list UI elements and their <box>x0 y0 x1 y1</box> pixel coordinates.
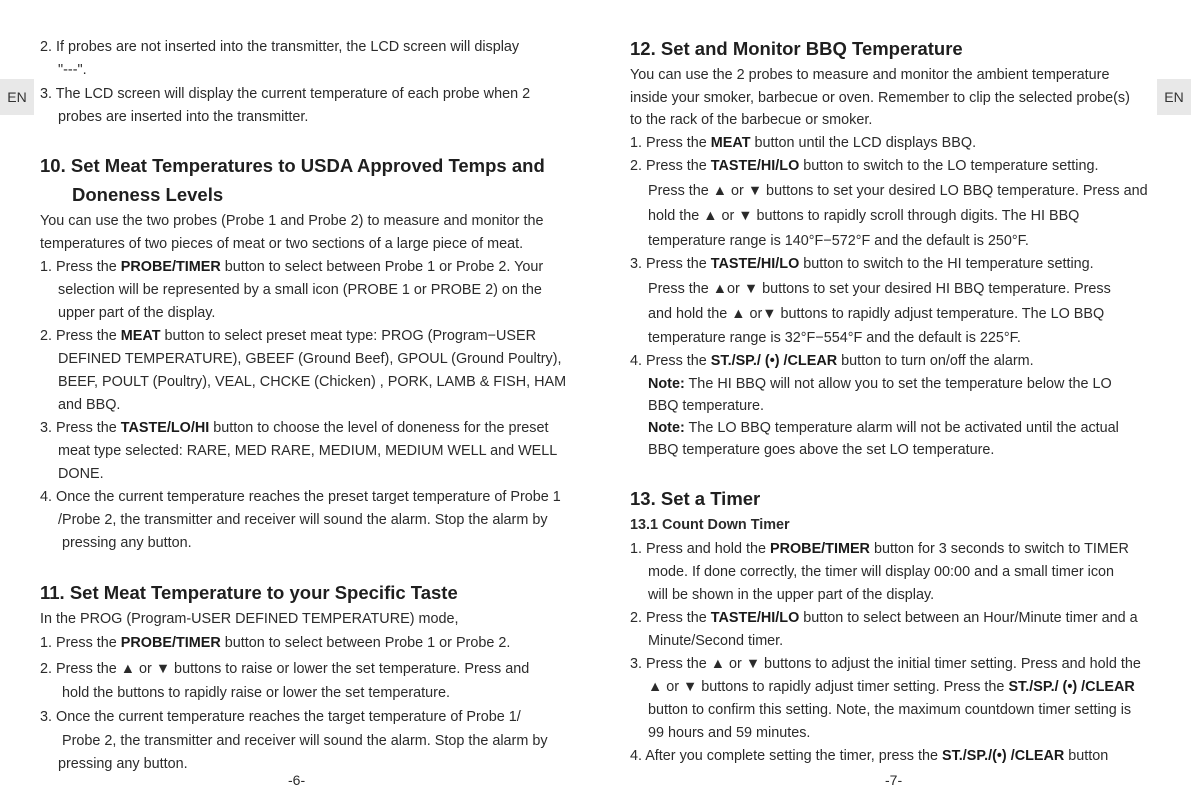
section-12-item-2: 2. Press the TASTE/HI/LO button to switch to the LO temperature setting. <box>630 158 1099 174</box>
language-tab-en: EN <box>0 79 34 115</box>
note-hi-bbq-cont: BBQ temperature. <box>648 398 764 414</box>
page-number: -7- <box>885 772 903 788</box>
section-12-title: 12. Set and Monitor BBQ Temperature <box>630 38 963 59</box>
section-11-item-2-cont: hold the buttons to rapidly raise or lower the set temperature. <box>62 685 450 701</box>
probe-note-2-cont: "---". <box>58 62 87 78</box>
section-12-item-3-cont: Press the ▲or ▼ buttons to set your desired HI BBQ temperature. Press <box>648 281 1111 297</box>
section-11-item-3-cont: Probe 2, the transmitter and receiver will sound the alarm. Stop the alarm by <box>62 733 548 749</box>
section-12-item-2-cont: Press the ▲ or ▼ buttons to set your desired LO BBQ temperature. Press and <box>648 183 1148 199</box>
section-10-item-2-cont: BEEF, POULT (Poultry), VEAL, CHCKE (Chicken) , PORK, LAMB & FISH, HAM <box>58 374 567 390</box>
section-13-title: 13. Set a Timer <box>630 488 761 509</box>
section-10-intro-2: temperatures of two pieces of meat or two sections of a large piece of meat. <box>40 236 524 252</box>
section-10-item-4-cont: /Probe 2, the transmitter and receiver will sound the alarm. Stop the alarm by <box>58 512 548 528</box>
probe-note-3: 3. The LCD screen will display the current temperature of each probe when 2 <box>40 86 531 102</box>
section-11-item-3: 3. Once the current temperature reaches the target temperature of Probe 1/ <box>40 709 521 725</box>
section-10-item-4-cont: pressing any button. <box>62 535 192 551</box>
section-12-intro-3: to the rack of the barbecue or smoker. <box>630 112 873 128</box>
section-10-item-3: 3. Press the TASTE/LO/HI button to choose the level of doneness for the preset <box>40 420 549 436</box>
note-hi-bbq: Note: The HI BBQ will not allow you to set the temperature below the LO <box>648 376 1112 392</box>
section-10-item-1: 1. Press the PROBE/TIMER button to select between Probe 1 or Probe 2. Your <box>40 259 544 275</box>
section-12-item-3: 3. Press the TASTE/HI/LO button to switch to the HI temperature setting. <box>630 256 1094 272</box>
section-10-intro-1: You can use the two probes (Probe 1 and Probe 2) to measure and monitor the <box>40 213 544 229</box>
section-13-item-1-cont: mode. If done correctly, the timer will display 00:00 and a small timer icon <box>648 564 1115 580</box>
section-11-item-2: 2. Press the ▲ or ▼ buttons to raise or lower the set temperature. Press and <box>40 661 530 677</box>
section-13-item-2: 2. Press the TASTE/HI/LO button to select between an Hour/Minute timer and a <box>630 610 1138 626</box>
section-10-item-3-cont: meat type selected: RARE, MED RARE, MEDIUM, MEDIUM WELL and WELL <box>58 443 558 459</box>
section-13-item-1: 1. Press and hold the PROBE/TIMER button for 3 seconds to switch to TIMER <box>630 541 1129 557</box>
section-12-item-3-cont: and hold the ▲ or▼ buttons to rapidly adjust temperature. The LO BBQ <box>648 306 1105 322</box>
section-10-item-1-cont: upper part of the display. <box>58 305 216 321</box>
section-13-item-3: 3. Press the ▲ or ▼ buttons to adjust the initial timer setting. Press and hold the <box>630 656 1141 672</box>
section-13-item-3-cont: ▲ or ▼ buttons to rapidly adjust timer setting. Press the ST./SP./ (•) /CLEAR <box>648 679 1135 695</box>
section-12-item-2-cont: hold the ▲ or ▼ buttons to rapidly scroll through digits. The HI BBQ <box>648 208 1080 224</box>
section-13-item-3-cont: 99 hours and 59 minutes. <box>648 725 811 741</box>
section-12-item-4: 4. Press the ST./SP./ (•) /CLEAR button to turn on/off the alarm. <box>630 353 1034 369</box>
section-10-item-4: 4. Once the current temperature reaches the preset target temperature of Probe 1 <box>40 489 561 505</box>
section-11-item-3-cont: pressing any button. <box>58 756 188 772</box>
page-7 <box>596 0 1191 811</box>
section-10-item-3-cont: DONE. <box>58 466 104 482</box>
section-12-intro-2: inside your smoker, barbecue or oven. Remember to clip the selected probe(s) <box>630 90 1130 106</box>
section-10-item-2-cont: and BBQ. <box>58 397 121 413</box>
section-10-item-2-cont: DEFINED TEMPERATURE), GBEEF (Ground Beef), GPOUL (Ground Poultry), <box>58 351 562 367</box>
note-lo-bbq-cont: BBQ temperature goes above the set LO temperature. <box>648 442 995 458</box>
section-13-item-3-cont: button to confirm this setting. Note, the maximum countdown timer setting is <box>648 702 1132 718</box>
language-tab-en: EN <box>1157 79 1191 115</box>
section-10-item-1-cont: selection will be represented by a small icon (PROBE 1 or PROBE 2) on the <box>58 282 542 298</box>
section-12-intro-1: You can use the 2 probes to measure and monitor the ambient temperature <box>630 67 1110 83</box>
section-13-item-1-cont: will be shown in the upper part of the display. <box>648 587 935 603</box>
section-10-title: 10. Set Meat Temperatures to USDA Approved Temps and <box>40 155 545 176</box>
section-13-subtitle: 13.1 Count Down Timer <box>630 517 790 533</box>
section-12-item-3-cont: temperature range is 32°F−554°F and the default is 225°F. <box>648 330 1021 346</box>
page-number: -6- <box>288 772 306 788</box>
section-13-item-2-cont: Minute/Second timer. <box>648 633 784 649</box>
section-13-item-4: 4. After you complete setting the timer, press the ST./SP./(•) /CLEAR button <box>630 748 1109 764</box>
section-11-title: 11. Set Meat Temperature to your Specific Taste <box>40 582 458 603</box>
probe-note-2: 2. If probes are not inserted into the transmitter, the LCD screen will display <box>40 39 520 55</box>
probe-note-3-cont: probes are inserted into the transmitter. <box>58 109 309 125</box>
section-11-intro: In the PROG (Program-USER DEFINED TEMPERATURE) mode, <box>40 611 459 627</box>
section-12-item-1: 1. Press the MEAT button until the LCD displays BBQ. <box>630 135 977 151</box>
section-11-item-1: 1. Press the PROBE/TIMER button to select between Probe 1 or Probe 2. <box>40 635 511 651</box>
section-12-item-2-cont: temperature range is 140°F−572°F and the default is 250°F. <box>648 233 1029 249</box>
section-10-item-2: 2. Press the MEAT button to select preset meat type: PROG (Program−USER <box>40 328 537 344</box>
section-10-title-cont: Doneness Levels <box>72 184 224 205</box>
note-lo-bbq: Note: The LO BBQ temperature alarm will not be activated until the actual <box>648 420 1119 436</box>
